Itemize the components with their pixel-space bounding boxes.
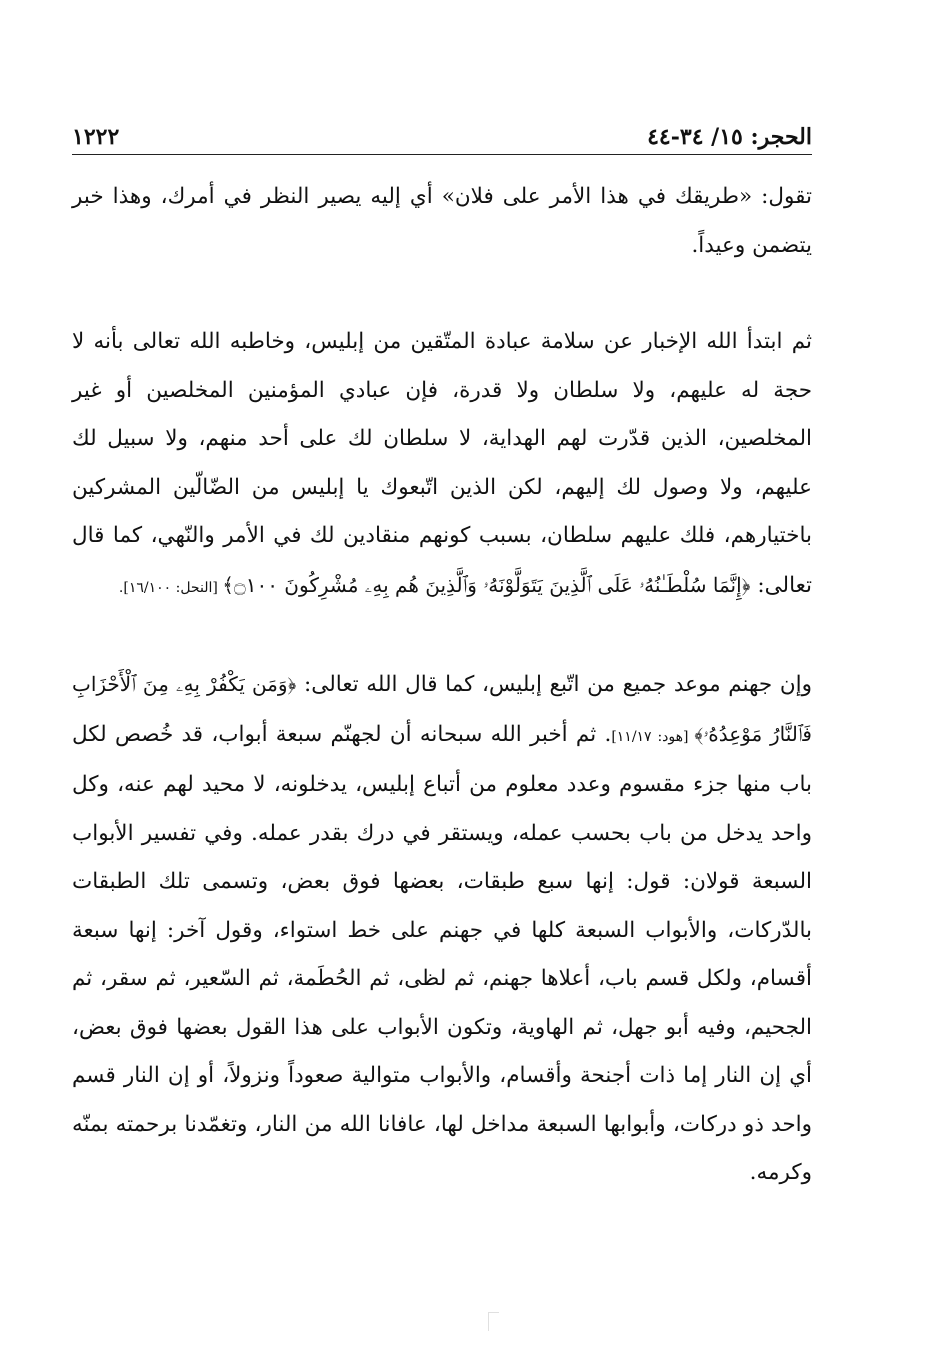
paragraph-text: ثم ابتدأ الله الإخبار عن سلامة عبادة المتّقين من إبليس، وخاطبه الله تعالى بأنه لا حجة له عليهم، ولا سلطان ولا قدرة، فإن عبادي المؤمنين المخلصين أو غير المخلصين، الذين قدّرت لهم الهداية، لا سلطان لك على أحد منهم، ولا سبيل لك عليهم، ولا وصول لك إليهم، لكن الذين اتّبعوك يا إبليس من الضّالّين المشركين باختيارهم، فلك عليهم سلطان، بسبب كونهم منقادين لك في الأمر والنّهي، كما قال تعالى: — [72, 329, 812, 598]
paragraph-2 — [72, 318, 812, 612]
paragraph-text: تقول: «طريقك في هذا الأمر على فلان» أي إليه يصير النظر في أمرك، وهذا خبر يتضمن وعيداً. — [72, 184, 812, 258]
paragraph-1 — [72, 173, 812, 270]
verse-reference: [النحل: ١٦/١٠٠]. — [118, 579, 223, 596]
body-text — [72, 173, 812, 1198]
page-mark — [488, 1312, 499, 1331]
page-header — [72, 110, 812, 155]
paragraph-text-continued: . ثم أخبر الله سبحانه أن لجهنّم سبعة أبواب، قد خُصص لكل باب منها جزء مقسوم وعدد معلوم من أتباع إبليس، يدخلونه، لا محيد لهم عنه، وكل واحد يدخل من باب بحسب عمله، ويستقر في درك بقدر عمله. وفي تفسير الأبواب السبعة قولان: قول: إنها سبع طبقات، بعضها فوق بعض، وتسمى تلك الطبقات بالدّركات، والأبواب السبعة كلها في جهنم على خط استواء، وقول آخر: إنها سبعة أقسام، ولكل قسم باب، أعلاها جهنم، ثم لظى، ثم الحُطَمة، ثم السّعير، ثم سقر، ثم الجحيم، وفيه أبو جهل، ثم الهاوية، وتكون الأبواب على هذا القول بعضها فوق بعض، أي إن النار إما ذات أجنحة وأقسام، والأبواب متوالية صعوداً ونزولاً، أو إن النار قسم واحد ذو دركات، وأبوابها السبعة مداخل لها، عافانا الله من النار، وتغمّدنا برحمته بمنّه وكرمه. — [72, 721, 812, 1185]
verse-reference: [هود: ١١/١٧] — [611, 728, 695, 745]
paragraph-text: وإن جهنم موعد جميع من اتّبع إبليس، كما قال الله تعالى: — [296, 672, 812, 697]
paragraph-3 — [72, 660, 812, 1198]
running-title: الحجر: ١٥/ ٣٤-٤٤ — [647, 124, 812, 150]
page — [72, 110, 812, 1198]
page-number: ١٢٢٢ — [72, 124, 120, 150]
quran-verse: ﴿وَمَن يَكْفُرْ بِهِۦ مِنَ ٱلْأَحْزَابِ فَٱلنَّارُ مَوْعِدُهُۥ﴾ — [72, 672, 812, 746]
quran-verse: ﴿إِنَّمَا سُلْطَـٰنُهُۥ عَلَى ٱلَّذِينَ يَتَوَلَّوْنَهُۥ وَٱلَّذِينَ هُم بِهِۦ مُشْرِكُونَ ۝١٠٠﴾ — [222, 572, 751, 597]
